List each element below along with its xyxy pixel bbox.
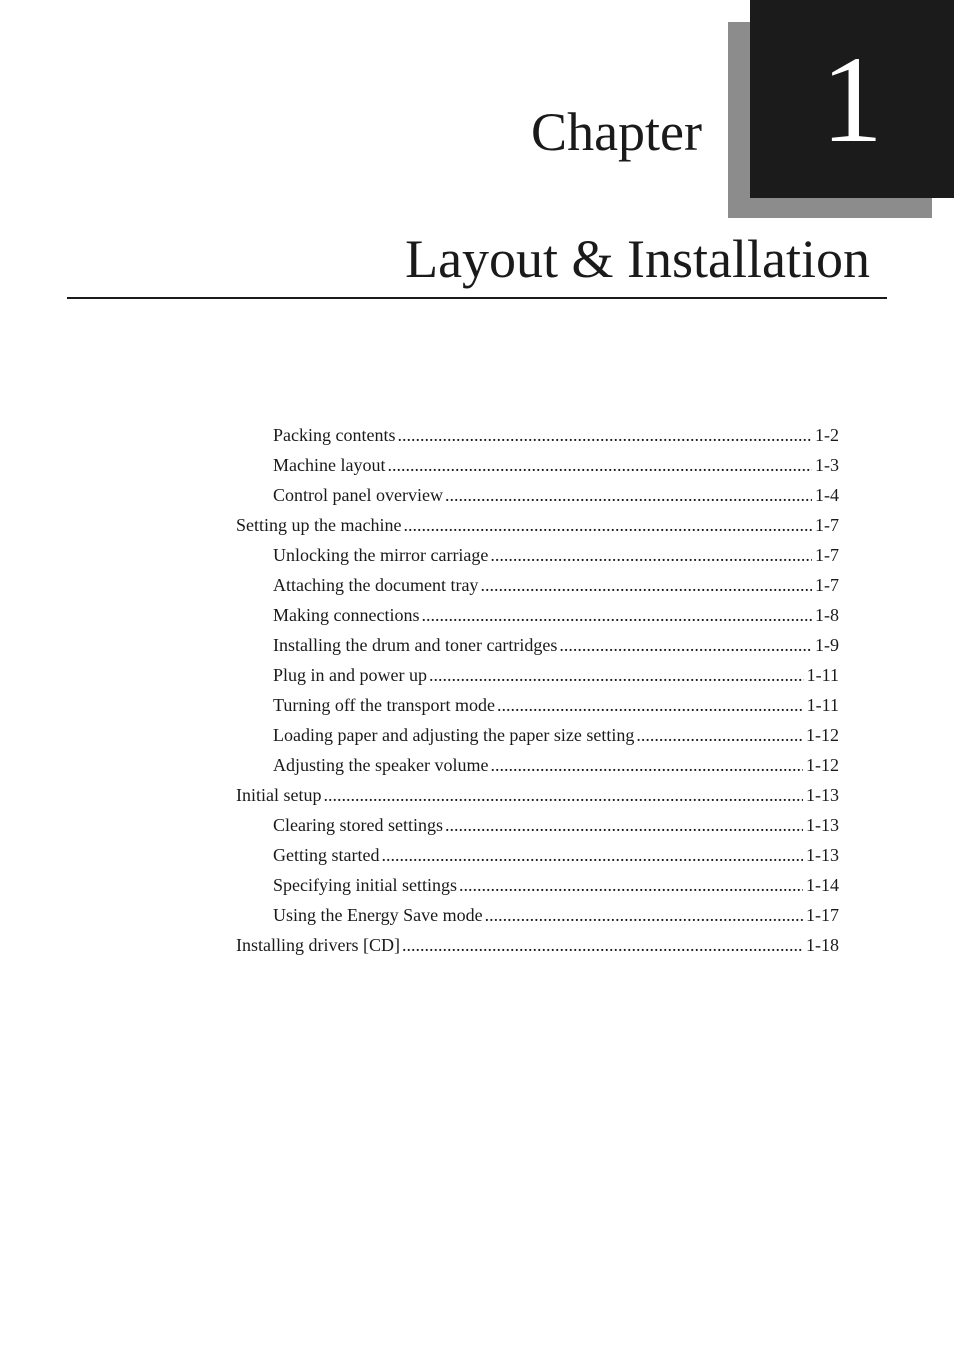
toc-entry-label: Installing the drum and toner cartridges <box>273 635 558 655</box>
toc-entry-label: Clearing stored settings <box>273 815 443 835</box>
toc-entry-turning-off-transport-mode[interactable] <box>236 690 839 720</box>
toc-entry-label: Turning off the transport mode <box>273 695 495 715</box>
toc-entry-getting-started[interactable] <box>236 840 839 870</box>
toc-page-number: 1-7 <box>815 515 839 535</box>
toc-page-number: 1-2 <box>815 425 839 445</box>
toc-entry-installing-drivers[interactable] <box>236 930 839 960</box>
toc-entry-label: Setting up the machine <box>236 515 402 535</box>
toc-entry-installing-drum-toner[interactable] <box>236 630 839 660</box>
chapter-title: Layout & Installation <box>405 229 870 289</box>
toc-dot-leader <box>480 570 812 600</box>
toc-dot-leader <box>403 510 812 540</box>
toc-entry-unlocking-mirror-carriage[interactable] <box>236 540 839 570</box>
toc-dot-leader <box>429 660 804 690</box>
toc-entry-label: Unlocking the mirror carriage <box>273 545 489 565</box>
toc-dot-leader <box>490 750 803 780</box>
toc-dot-leader <box>445 480 812 510</box>
toc-page-number: 1-7 <box>815 545 839 565</box>
toc-dot-leader <box>387 450 812 480</box>
toc-dot-leader <box>490 540 812 570</box>
toc-entry-label: Getting started <box>273 845 380 865</box>
toc-entry-label: Using the Energy Save mode <box>273 905 483 925</box>
toc-entry-packing-contents[interactable] <box>236 420 839 450</box>
toc-entry-label: Packing contents <box>273 425 396 445</box>
toc-page-number: 1-7 <box>815 575 839 595</box>
toc-page-number: 1-13 <box>806 845 839 865</box>
toc-dot-leader <box>636 720 803 750</box>
toc-entry-label: Plug in and power up <box>273 665 427 685</box>
toc-page-number: 1-11 <box>806 665 839 685</box>
toc-page-number: 1-18 <box>806 935 839 955</box>
title-divider <box>67 297 887 299</box>
toc-entry-label: Attaching the document tray <box>273 575 479 595</box>
toc-dot-leader <box>497 690 804 720</box>
toc-page-number: 1-11 <box>806 695 839 715</box>
toc-entry-energy-save-mode[interactable] <box>236 900 839 930</box>
toc-dot-leader <box>559 630 812 660</box>
toc-dot-leader <box>381 840 803 870</box>
toc-page-number: 1-12 <box>806 755 839 775</box>
toc-entry-specifying-initial-settings[interactable] <box>236 870 839 900</box>
toc-entry-initial-setup[interactable] <box>236 780 839 810</box>
toc-page-number: 1-13 <box>806 815 839 835</box>
toc-entry-setting-up-the-machine[interactable] <box>236 510 839 540</box>
toc-dot-leader <box>402 930 803 960</box>
toc-entry-label: Adjusting the speaker volume <box>273 755 489 775</box>
toc-page-number: 1-9 <box>815 635 839 655</box>
chapter-number: 1 <box>821 31 883 168</box>
toc-page-number: 1-8 <box>815 605 839 625</box>
toc-entry-control-panel-overview[interactable] <box>236 480 839 510</box>
toc-page-number: 1-12 <box>806 725 839 745</box>
toc-dot-leader <box>459 870 803 900</box>
toc-dot-leader <box>397 420 812 450</box>
toc-entry-making-connections[interactable] <box>236 600 839 630</box>
toc-page-number: 1-13 <box>806 785 839 805</box>
toc-entry-label: Specifying initial settings <box>273 875 457 895</box>
toc-entry-plug-in-power-up[interactable] <box>236 660 839 690</box>
chapter-number-block <box>750 0 954 198</box>
toc-entry-clearing-stored-settings[interactable] <box>236 810 839 840</box>
toc-entry-label: Making connections <box>273 605 420 625</box>
chapter-label: Chapter <box>531 102 702 162</box>
toc-page-number: 1-17 <box>806 905 839 925</box>
toc-entry-loading-paper[interactable] <box>236 720 839 750</box>
toc-entry-label: Loading paper and adjusting the paper size setting <box>273 725 635 745</box>
toc-entry-attaching-document-tray[interactable] <box>236 570 839 600</box>
toc-page-number: 1-4 <box>815 485 839 505</box>
toc-entry-label: Control panel overview <box>273 485 443 505</box>
toc-entry-adjusting-speaker-volume[interactable] <box>236 750 839 780</box>
toc-entry-label: Initial setup <box>236 785 322 805</box>
toc-entry-label: Installing drivers [CD] <box>236 935 400 955</box>
toc-dot-leader <box>445 810 803 840</box>
toc-dot-leader <box>323 780 803 810</box>
toc-page-number: 1-3 <box>815 455 839 475</box>
toc-entry-label: Machine layout <box>273 455 386 475</box>
toc-dot-leader <box>421 600 812 630</box>
table-of-contents <box>236 420 839 960</box>
toc-entry-machine-layout[interactable] <box>236 450 839 480</box>
toc-dot-leader <box>485 900 803 930</box>
toc-page-number: 1-14 <box>806 875 839 895</box>
